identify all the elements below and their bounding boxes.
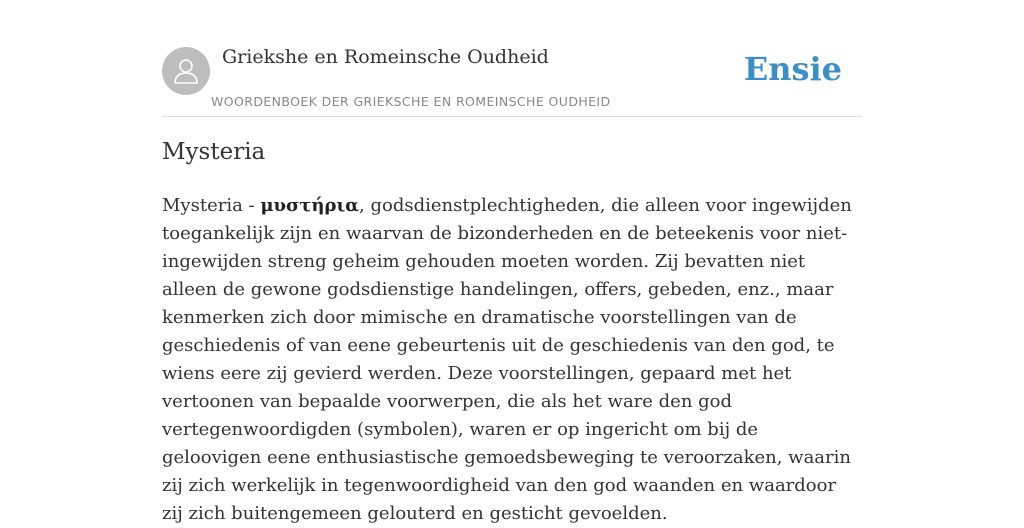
user-icon: [174, 58, 198, 84]
source-subtitle: WOORDENBOEK DER GRIEKSCHE EN ROMEINSCHE OUDHEID: [211, 94, 611, 109]
entry-definition: , godsdienstplechtigheden, die alleen voor ingewijden toegankelijk zijn en waarvan de bizonderheden en de beteekenis voor niet-ingewijden streng geheim gehouden moeten worden. Zij bevatten niet alleen de gewone godsdienstige handelingen, offers, gebeden, enz., maar kenmerken zich door mimische en dramatische voorstellingen van de geschiedenis of van eene gebeurtenis uit de geschiedenis van den god, te wiens eere zij gevierd werden. Deze voorstellingen, gepaard met het vertoonen van bepaalde voorwerpen, die als het ware den god vertegenwoordigden (symbolen), waren er op ingericht om bij de geloovigen eene enthusiastische gemoedsbeweging te veroorzaken, waarin zij zich werkelijk in tegenwoordigheid van den god waanden en waardoor zij zich buitengemeen gelouterd en gesticht gevoelden.: [162, 195, 852, 524]
ensie-logo[interactable]: Ensie: [743, 50, 842, 88]
entry-body: [162, 192, 862, 528]
entry-title: Mysteria: [162, 139, 266, 165]
term-separator: -: [242, 195, 261, 216]
entry-term: Mysteria: [162, 195, 243, 216]
greek-term: μυστήρια: [260, 195, 360, 216]
source-title-link[interactable]: Griekshe en Romeinsche Oudheid: [222, 46, 549, 68]
header: [162, 44, 862, 117]
avatar[interactable]: [162, 47, 210, 95]
